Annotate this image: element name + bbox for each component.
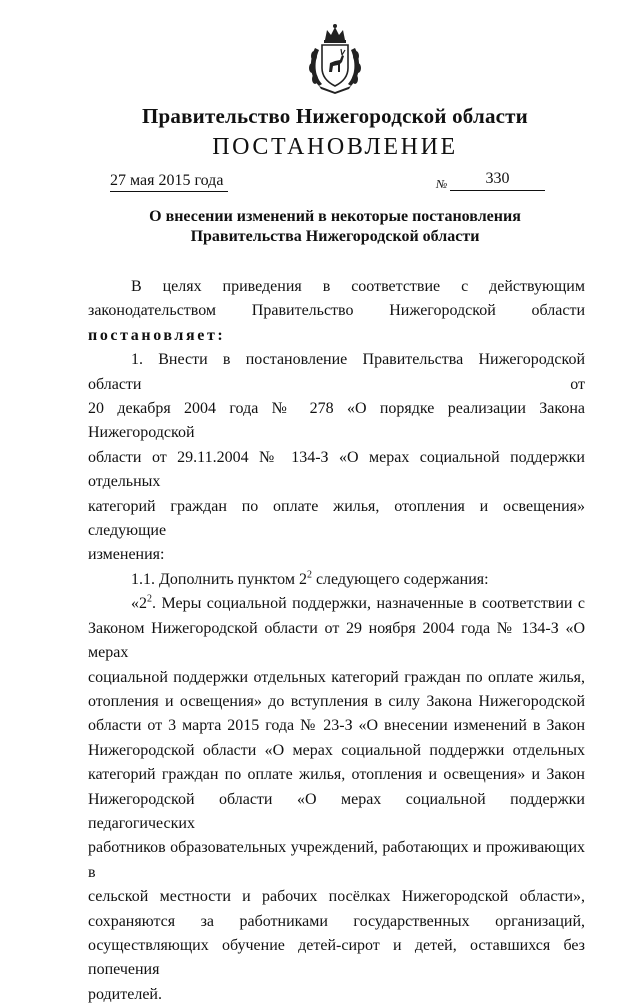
- item-1-1-tail: следующего содержания:: [311, 570, 489, 588]
- item-1-1-sup: 2: [306, 569, 312, 581]
- subject-line: Правительства Нижегородской области: [190, 228, 480, 245]
- quote-line: родителей.: [88, 985, 162, 1003]
- item-1-line: 1. Внести в постановление Правительства Нижегородской области от: [88, 351, 585, 393]
- document-body: [88, 275, 585, 1007]
- document-date: 27 мая 2015 года: [110, 172, 228, 192]
- item-1-line: категорий граждан по оплате жилья, отопления и освещения» следующие: [88, 497, 585, 540]
- number-sign: №: [436, 177, 448, 191]
- preamble-line: В целях приведения в соответствие с действующим: [131, 278, 585, 295]
- resolves-word: постановляет:: [88, 326, 226, 344]
- quote-line: сохраняются за работниками государственных организаций,: [88, 912, 585, 930]
- quote-line: работников образовательных учреждений, работающих и проживающих в: [88, 839, 585, 881]
- document-subject: [0, 207, 640, 247]
- preamble-line: законодательством Правительство Нижегородской области: [88, 302, 585, 320]
- item-1-1-text: 1.1. Дополнить пунктом 2: [131, 570, 307, 588]
- subject-line: О внесении изменений в некоторые постановления: [149, 208, 521, 225]
- quote-line: Нижегородской области «О мерах социальной поддержки отдельных: [88, 741, 585, 759]
- item-1-line: 20 декабря 2004 года № 278 «О порядке реализации Закона Нижегородской: [88, 400, 585, 442]
- quote-first-line: [88, 592, 585, 616]
- quote-line: сельской местности и рабочих посёлках Нижегородской области»,: [88, 888, 585, 906]
- quote-line: Нижегородской области «О мерах социальной поддержки педагогических: [88, 790, 585, 832]
- quote-open: «2: [131, 595, 147, 613]
- quote-sup: 2: [147, 593, 152, 605]
- item-1-line: области от 29.11.2004 № 134-З «О мерах социальной поддержки отдельных: [88, 448, 585, 491]
- quote-line: отопления и освещения» до вступления в силу Закона Нижегородской: [88, 692, 585, 710]
- item-1-line: изменения:: [88, 546, 165, 564]
- document-type: ПОСТАНОВЛЕНИЕ: [212, 134, 458, 160]
- quote-line: осуществляющих обучение детей-сирот и детей, оставшихся без попечения: [88, 936, 585, 979]
- coat-of-arms-icon: [305, 22, 365, 94]
- quote-line: Законом Нижегородской области от 29 ноября 2004 года № 134-З «О мерах: [88, 619, 585, 662]
- quote-line: области от 3 марта 2015 года № 23-З «О внесении изменений в Закон: [88, 717, 585, 735]
- quote-line: категорий граждан по оплате жилья, отопления и освещения» и Закон: [88, 766, 585, 784]
- document-number: 330: [450, 170, 545, 191]
- quote-rest: . Меры социальной поддержки, назначенные в соответствии с: [152, 595, 585, 613]
- item-1-1: [88, 568, 585, 592]
- government-name: Правительство Нижегородской области: [142, 104, 528, 128]
- quote-line: социальной поддержки отдельных категорий граждан по оплате жилья,: [88, 668, 585, 686]
